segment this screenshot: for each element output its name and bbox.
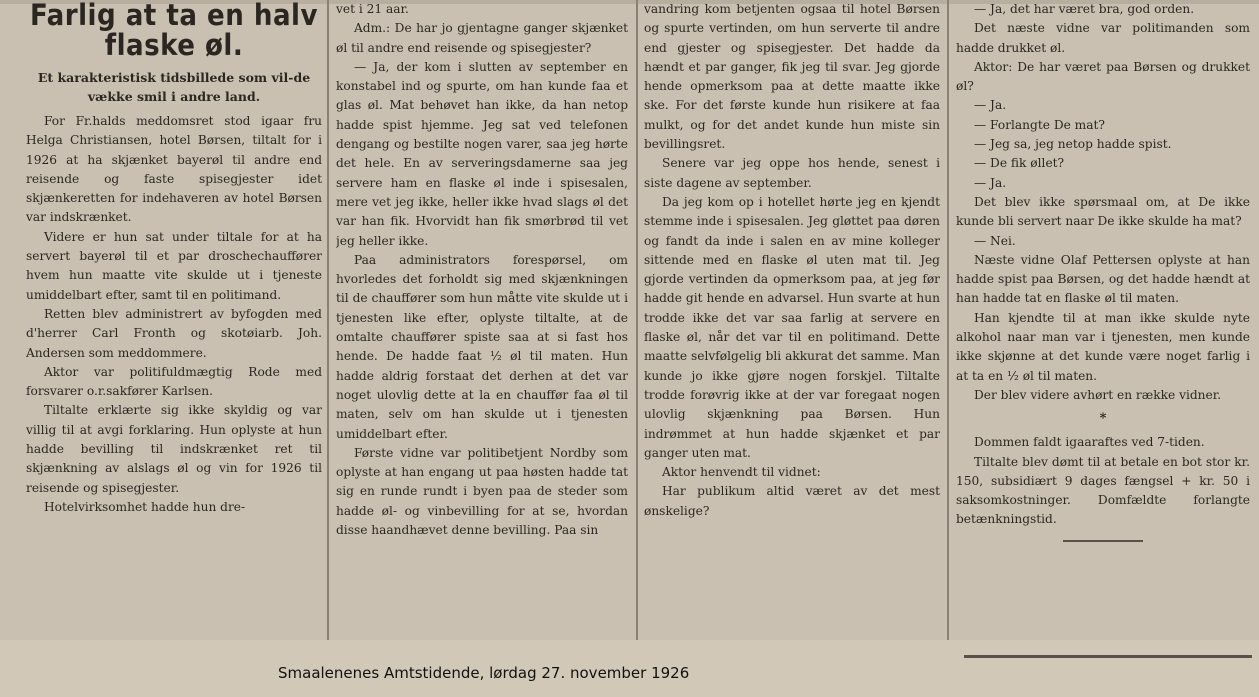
paragraph: Senere var jeg oppe hos hende, senest i siste dagene av september. [644,156,940,190]
section-divider-star: * [1099,411,1107,427]
column-rule-3 [947,0,949,640]
article-column-4 [956,0,1250,640]
source-caption: Smaalenenes Amtstidende, lørdag 27. november 1926 [278,664,690,682]
paragraph: Tiltalte erklærte sig ikke skyldig og var villig til at avgi forklaring. Hun oplyste at hun hadde bevilling til indskrænket ret til skjænkning av alslags øl og vin for 1926 til reisende og spisegjester. [26,403,322,495]
article-headline: Farlig at ta en halv flaske øl. [29,0,318,62]
paragraph: Aktor: De har været paa Børsen og drukket øl? [956,59,1250,94]
paragraph: Paa administrators forespørsel, om hvorledes det forholdt sig med skjænkningen til de chauffører som hun måtte vite skulde ut i tjenesten like efter, oplyste tiltalte, at de omtalte chauffører spiste saa at si fast hos hende. De hadde faat ½ øl til maten. Hun hadde aldrig forstaat det derhen at det var noget ulovlig dette at la en chauffør faa øl til maten, selv om han skulde ut i tjenesten umiddelbart efter. [336,252,628,441]
paragraph: Aktor var politifuldmægtig Rode med forsvarer o.r.sakfører Karlsen. [26,364,322,399]
paragraph: Dommen faldt igaaraftes ved 7-tiden. [974,435,1205,450]
article-subheadline: Et karakteristisk tidsbillede som vil-de vække smil i andre land. [37,70,311,104]
paragraph: Det næste vidne var politimanden som hadde drukket øl. [956,21,1250,55]
column-rule-2 [636,0,638,640]
article-column-1 [26,0,322,640]
paragraph: Første vidne var politibetjent Nordby som oplyste at han engang ut paa høsten hadde tat sig en runde rundt i byen paa de steder som hadde øl- og vinbevilling for at se, hvordan disse haandhævet denne bevilling. Paa sin [336,445,628,538]
paragraph: Det blev ikke spørsmaal om, at De ikke kunde bli servert naar De ikke skulde ha mat? [956,194,1250,229]
paragraph: Han kjendte til at man ikke skulde nyte alkohol naar man var i tjenesten, men kunde ikke skjønne at det kunde være noget farlig i at ta en ½ øl til maten. [956,310,1250,383]
paragraph: — Ja. [974,98,1007,113]
paragraph: — Nei. [974,233,1016,248]
paragraph: Hotelvirksomhet hadde hun dre- [44,499,246,514]
paragraph: — De fik øllet? [974,156,1065,171]
paragraph: Retten blev administrert av byfogden med d'herrer Carl Fronth og skotøiarb. Joh. Andersen som meddommere. [26,306,322,360]
paragraph: Der blev videre avhørt en række vidner. [974,387,1222,402]
article-column-3 [644,0,940,640]
paragraph: — Jeg sa, jeg netop hadde spist. [974,137,1172,152]
paragraph: — Ja, der kom i slutten av september en konstabel ind og spurte, om han kunde faa et glas øl. Mat behøvet han ikke, da han netop hadde spist hjemme. Jeg sat ved telefonen dengang og bestilte nogen varer, saa jeg hørte det hele. En av serveringsdamerne saa jeg servere ham en flaske øl inde i spisesalen, mere vet jeg ikke, heller ikke hvad slags øl det var han fik. Hvorvidt han fik smørbrød til vet jeg heller ikke. [336,59,628,248]
column-rule-1 [327,0,329,640]
paragraph: Adm.: De har jo gjentagne ganger skjænket øl til andre end reisende og spisegjester? [336,21,628,55]
paragraph: Aktor henvendt til vidnet: [662,465,821,480]
paragraph: Tiltalte blev dømt til at betale en bot stor kr. 150, subsidiært 9 dages fængsel + kr. 50 i saksomkostninger. Domfældte forlangte betænkningstid. [956,454,1250,527]
paragraph: vandring kom betjenten ogsaa til hotel Børsen og spurte vertinden, om hun serverte til andre end gjester og spisegjester. Det hadde da hændt et par ganger, fik jeg til svar. Jeg gjorde hende opmerksom paa at dette maatte ikke ske. For det første kunde hun risikere at faa mulkt, og for det andet kunde hun miste sin bevillingsret. [644,2,940,152]
paragraph: — Ja. [974,175,1007,190]
paragraph: Næste vidne Olaf Pettersen oplyste at han hadde spist paa Børsen, og det hadde hændt at han hadde tat en flaske øl til maten. [956,252,1250,306]
paragraph: — Forlangte De mat? [974,117,1105,132]
paragraph: For Fr.halds meddomsret stod igaar fru Helga Christiansen, hotel Børsen, tiltalt for i 1926 at ha skjænket bayerøl til andre end reisende og faste spisegjester idet skjænkeretten for indehaveren av hotel Børsen var indskrænket. [26,114,322,225]
paragraph: Har publikum altid været av det mest ønskelige? [644,484,940,518]
paragraph: Da jeg kom op i hotellet hørte jeg en kjendt stemme inde i spisesalen. Jeg gløttet paa døren og fandt da inde i salen en av mine kolleger sittende med en flaske øl uten mat til. Jeg gjorde vertinden da opmerksom paa, at jeg før hadde git hende en advarsel. Hun svarte at hun trodde ikke det var saa farlig at servere en flaske øl, når det var til en politimand. Dette maatte selvfølgelig bli akkurat det samme. Man kunde jo ikke gjøre nogen forskjel. Tiltalte trodde forøvrig ikke at der var foregaat nogen ulovlig skjænkning paa Børsen. Hun indrømmet at hun hadde skjænket et par ganger uten mat. [644,194,940,460]
paragraph: — Ja, det har været bra, god orden. [974,2,1195,16]
paragraph: vet i 21 aar. [336,2,409,16]
column-bottom-rule [964,655,1252,658]
end-rule [1063,540,1143,542]
article-column-2 [336,0,628,640]
paragraph: Videre er hun sat under tiltale for at ha servert bayerøl til et par droschechauffører hvem hun maatte vite skulde ut i tjeneste umiddelbart efter, samt til en politimand. [26,229,322,302]
